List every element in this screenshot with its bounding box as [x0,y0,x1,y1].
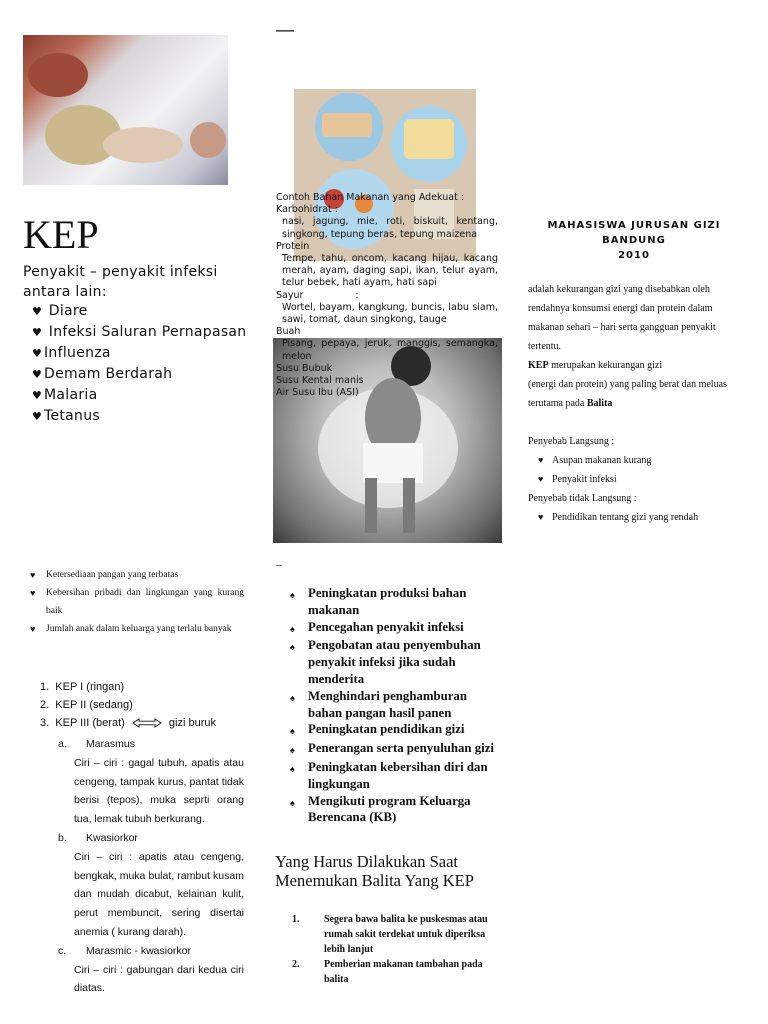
indirect-cause-list [30,566,244,638]
double-arrow-icon [132,718,162,728]
heart-icon: ♥ [32,305,43,318]
kep-title: KEP [23,212,99,257]
type-description: Ciri – ciri : apatis atau cengeng, bengkak, muka bulat, rambut kusam dan mudah dicabut, kelainan kulit, perut membuncit, sering disertai anemia ( kurang darah). [74,850,244,938]
extra-item: Air Susu Ibu (ASI) [276,387,359,399]
spade-icon: ♠ [290,745,295,756]
sayur-colon: : [355,289,359,301]
list-item: ♠ Penerangan serta penyuluhan gizi [290,740,500,759]
list-item: ♥ Asupan makanan kurang [528,451,750,470]
level-suffix: gizi buruk [168,717,216,729]
mid-dash: – [276,557,282,571]
level-item: 2. KEP II (sedang) [40,699,133,711]
org-line-1: MAHASISWA JURUSAN GIZI [547,220,721,231]
spade-icon: ♠ [290,726,295,737]
heart-icon: ♥ [32,389,43,402]
direct-cause-title: Penyebab Langsung : [528,436,615,447]
heart-icon: ♥ [30,570,36,580]
sayur-label: Sayur [276,289,304,301]
list-item: ♥ Jumlah anak dalam keluarga yang terlalu banyak [30,620,244,638]
heart-icon: ♥ [538,474,544,484]
list-item: ♠ Mengikuti program Keluarga Berencana (KB) [290,793,471,825]
type-description: Ciri – ciri : gabungan dari kedua ciri diatas. [74,963,244,995]
heart-icon: ♥ [538,512,544,522]
org-line-2: BANDUNG [602,235,666,246]
list-item: ♥ Influenza [32,343,252,364]
list-item: ♥ Tetanus [32,406,252,427]
heart-icon: ♥ [30,624,36,634]
spade-icon: ♠ [290,763,295,774]
kep-levels [40,678,250,732]
karbo-items: nasi, jagung, mie, roti, biskuit, kentang, singkong, tepung beras, tepung maizena [282,216,498,240]
food-title: Contoh Bahan Makanan yang Adekuat : [276,192,465,203]
what-to-do-title: Yang Harus Dilakukan Saat Menemukan Balita Yang KEP [275,852,474,890]
extra-item: Susu Kental manis [276,375,364,387]
karbo-label: Karbohidrat : [276,204,338,216]
type-heading: a. Marasmus [58,738,136,750]
list-item: ♠ Pencegahan penyakit infeksi [290,619,500,638]
indirect-cause-title: Penyebab tidak Langsung : [528,493,637,504]
list-item: ♠ Pengobatan atau penyembuhan penyakit infeksi jika sudah menderita [290,638,481,686]
heart-icon: ♥ [538,455,544,465]
list-item: ♠ Peningkatan produksi bahan makanan [290,586,467,617]
spade-icon: ♠ [290,590,295,600]
protein-items: Tempe, tahu, oncom, kacang hijau, kacang merah, ayam, daging sapi, ikan, telur ayam, telur bebek, hati ayam, hati sapi [282,253,498,289]
list-item: ♠ Menghindari penghamburan bahan pangan hasil panen [290,688,467,720]
type-heading: c. Marasmic - kwasiorkor [58,944,192,957]
list-item: ♥ Ketersediaan pangan yang terbatas [30,566,244,584]
definition-text-3: (energi dan protein) yang paling berat dan meluas terutama pada Balita [528,379,727,409]
extra-item: Susu Bubuk [276,362,333,374]
kep-definition [528,280,750,527]
list-item: 1. Segera bawa balita ke puskesmas atau rumah sakit terdekat untuk diperiksa lebih lanjut [292,914,488,955]
spade-icon: ♠ [290,692,295,703]
action-steps [292,913,502,989]
buah-items: Pisang, pepaya, jeruk, manggis, semangka, melon [282,338,498,362]
list-item: ♥ Malaria [32,385,252,406]
food-examples [276,192,498,399]
type-description: Ciri – ciri : gagal tubuh, apatis atau cengeng, tampak kurus, pantat tidak berisi (tepos), muka seprti orang tua, lemak tubuh berkurang. [74,756,244,826]
org-year: 2010 [618,250,650,261]
heart-icon: ♥ [32,326,43,339]
heart-icon: ♥ [32,368,43,381]
sayur-items: Wortel, bayam, kangkung, buncis, labu siam, sawi, tomat, daun singkong, tauge [282,301,498,326]
list-item: ♠ Peningkatan kebersihan diri dan lingkungan [290,759,488,791]
kep-types [58,735,244,998]
list-item: ♥ Demam Berdarah [32,364,252,385]
list-item: ♥ Diare [32,301,252,322]
list-item: ♥ Infeksi Saluran Pernapasan [32,322,252,343]
list-item: ♥ Pendidikan tentang gizi yang rendah [528,508,750,527]
spade-icon: ♠ [290,623,295,634]
level-item: 3. KEP III (berat) gizi buruk [40,717,216,729]
list-item: ♥ Kebersihan pribadi dan lingkungan yang kurang baik [30,584,244,620]
spacer [528,413,750,432]
list-item: 2. Pemberian makanan tambahan pada balita [292,959,483,986]
sayur-label-row [276,290,498,302]
heart-icon: ♥ [32,410,43,423]
spade-icon: ♠ [290,642,295,653]
list-item: ♥ Penyakit infeksi [528,470,750,489]
sick-child-photo [23,35,228,185]
level-item: 1. KEP I (ringan) [40,681,125,693]
definition-text: adalah kekurangan gizi yang disebabkan oleh rendahnya konsumsi energi dan protein dalam makanan sehari – hari serta gangguan penyakit tertentu. [528,284,716,352]
list-item: ♠ Peningkatan pendidikan gizi [290,721,500,740]
heart-icon: ♥ [32,347,43,360]
buah-label: Buah [276,326,301,338]
type-heading: b. Kwasiorkor [58,831,138,844]
prevention-list [290,585,500,826]
heart-icon: ♥ [30,588,36,598]
top-dash: — [276,19,294,39]
disease-list [32,301,252,427]
infection-intro: Penyakit – penyakit infeksi antara lain: [23,264,218,300]
protein-label: Protein [276,240,310,252]
definition-text-2: KEP merupakan kekurangan gizi [528,360,663,371]
spade-icon: ♠ [290,797,295,808]
organization-header [530,218,738,263]
